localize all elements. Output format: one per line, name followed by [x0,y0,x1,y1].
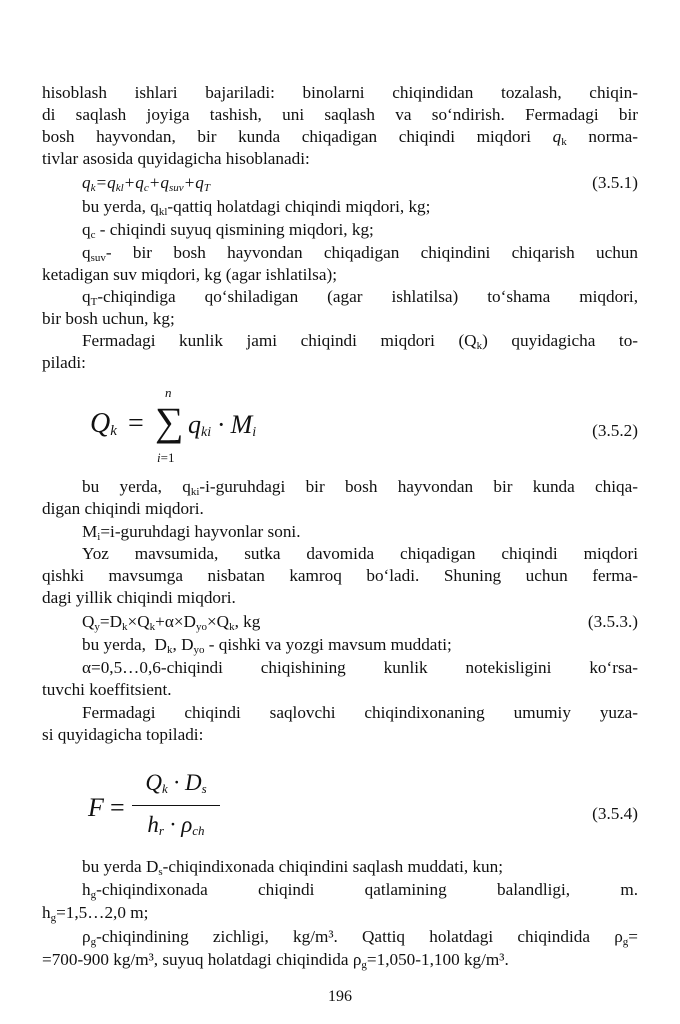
text-line: bosh hayvondan, bir kunda chiqadigan chiqindi miqdori $q_k$ norma- [42,127,639,148]
text-line: $h_g$-chiqindixonada chiqindi qatlamining balandligi, m. [82,880,638,901]
text-line: bu yerda, $q_{kl}$-qattiq holatdagi chiqindi miqdori, kg; [82,197,431,218]
equation-number: (3.5.1) [592,173,638,192]
text-line: digan chiqindi miqdori. [42,499,204,518]
equation-number: (3.5.3.) [587,612,638,631]
text-line: α=0,5…0,6-chiqindi chiqishining kunlik notekisligini ko‘rsa- [82,658,638,677]
equation-3-5-1: $q_k=q_{kl}+q_c+q_{suv}+q_T$ [82,173,210,194]
page-number: 196 [328,988,352,1005]
text-line: $q_c$ - chiqindi suyuq qismining miqdori, kg; [82,220,374,241]
text-line: Yoz mavsumida, sutka davomida chiqadigan chiqindi miqdori [82,544,638,563]
equation-3-5-3: $Q_y=D_k\times Q_k+\alpha\times D_{yo}\times Q_k$, kg [82,612,261,633]
text-line: $q_{suv}-$ bir bosh hayvondan chiqadigan chiqindini chiqarish uchun [82,243,638,264]
text-line: qishki mavsumga nisbatan kamroq bo‘ladi. Shuning uchun ferma- [42,566,638,585]
text-line: $h_g=1,5\dots 2,0$ m; [42,903,149,924]
equation-number: (3.5.4) [592,804,638,823]
text-line: ketadigan suv miqdori, kg (agar ishlatilsa); [42,265,337,284]
text-line: bir bosh uchun, kg; [42,309,175,328]
text-line: si quyidagicha topiladi: [42,725,204,744]
text-line: bu yerda, $D_k$, $D_{yo}$ - qishki va yozgi mavsum muddati; [82,635,452,656]
text-line: Fermadagi chiqindi saqlovchi chiqindixonaning umumiy yuza- [82,703,638,722]
text-line: bu yerda, $q_{ki}-i$-guruhdagi bir bosh hayvondan bir kunda chiqa- [82,477,638,498]
text-line: $M_i=i$-guruhdagi hayvonlar soni. [82,522,301,543]
text-line: $\rho_g$-chiqindining zichligi, kg/m³. Qattiq holatdagi chiqindida $\rho_g=$ [82,927,638,948]
equation-number: (3.5.2) [592,421,638,440]
text-line: dagi yillik chiqindi miqdori. [42,588,236,607]
text-line: =700-900 kg/m³, suyuq holatdagi chiqindida $\rho_g=1,050-1,100$ kg/m³. [42,950,509,971]
text-line: tuvchi koeffitsient. [42,680,172,699]
text-line: hisoblash ishlari bajariladi: binolarni chiqindidan tozalash, chiqin- [42,83,638,102]
text-line: Fermadagi kunlik jami chiqindi miqdori $(Q_k)$ quyidagicha to- [82,331,639,352]
text-line: tivlar asosida quyidagicha hisoblanadi: [42,149,310,168]
text-line: di saqlash joyiga tashish, uni saqlash va so‘ndirish. Fermadagi bir [42,105,638,124]
text-line: bu yerda $D_s$-chiqindixonada chiqindini saqlash muddati, kun; [82,857,504,878]
text-line: piladi: [42,353,86,372]
text-line: $q_T$-chiqindiga qo‘shiladigan (agar ishlatilsa) to‘shama miqdori, [82,287,638,308]
book-page: hisoblash ishlari bajariladi: binolarni chiqindidan tozalash, chiqin- di saqlash joyiga tashish, uni saqlash va so‘ndirish. Fermadagi bir bosh hayvondan, bir kunda chiqadigan chiqindi miqdori $q_k$ norma- tivlar asosida quyidagicha hisoblanadi: $q_k=q_{kl}+q_c+q_{suv}+q_T$ (3.5.1) bu yerda, $q_{kl}$-qattiq holatdagi chiqindi miqdori, kg; $q_c$ - chiqindi suyuq qismining miqdori, kg; $q_{suv}-$ bir bosh hayvondan chiqadigan chiqindini chiqarish uchun ketadigan suv miqdori, kg (agar ishlatilsa); $q_T$-chiqindiga qo‘shiladigan (agar ishlatilsa) to‘shama miqdori, bir bosh uchun, kg; Fermadagi kunlik jami chiqindi miqdori $(Q_k)$ quyidagicha to- piladi: n $Q_k$ = ∑ $q_{ki} \cdot M_i$ i=1 (3.5.2) bu yerda, $q_{ki}-i$-guruhdagi bir bosh hayvondan bir kunda chiqa- digan chiqindi miqdori. $M_i=i$-guruhdagi hayvonlar soni. Yoz mavsumida, sutka davomida chiqadigan chiqindi miqdori qishki mavsumga nisbatan kamroq bo‘ladi. Shuning uchun ferma- dagi yillik chiqindi miqdori. $Q_y=D_k\times Q_k+\alpha\times D_{yo}\times Q_k$, kg (3.5.3.) bu yerda, $D_k$, $D_{yo}$ - qishki va yozgi mavsum muddati; α=0,5…0,6-chiqindi chiqishining kunlik notekisligini ko‘rsa- tuvchi koeffitsient. Fermadagi chiqindi saqlovchi chiqindixonaning umumiy yuza- si quyidagicha topiladi: F = $Q_k \cdot D_s$ $h_r \cdot \rho_{ch}$ (3.5.4) bu yerda $D_s$-chiqindixonada chiqindini saqlash muddati, kun; $h_g$-chiqindixonada chiqindi qatlamining balandligi, m. $h_g=1,5\dots 2,0$ m; $\rho_g$-chiqindining zichligi, kg/m³. Qattiq holatdagi chiqindida $\rho_g=$ =700-900 kg/m³, suyuq holatdagi chiqindida $\rho_g=1,050-1,100$ kg/m³. 196 [0,0,680,1024]
